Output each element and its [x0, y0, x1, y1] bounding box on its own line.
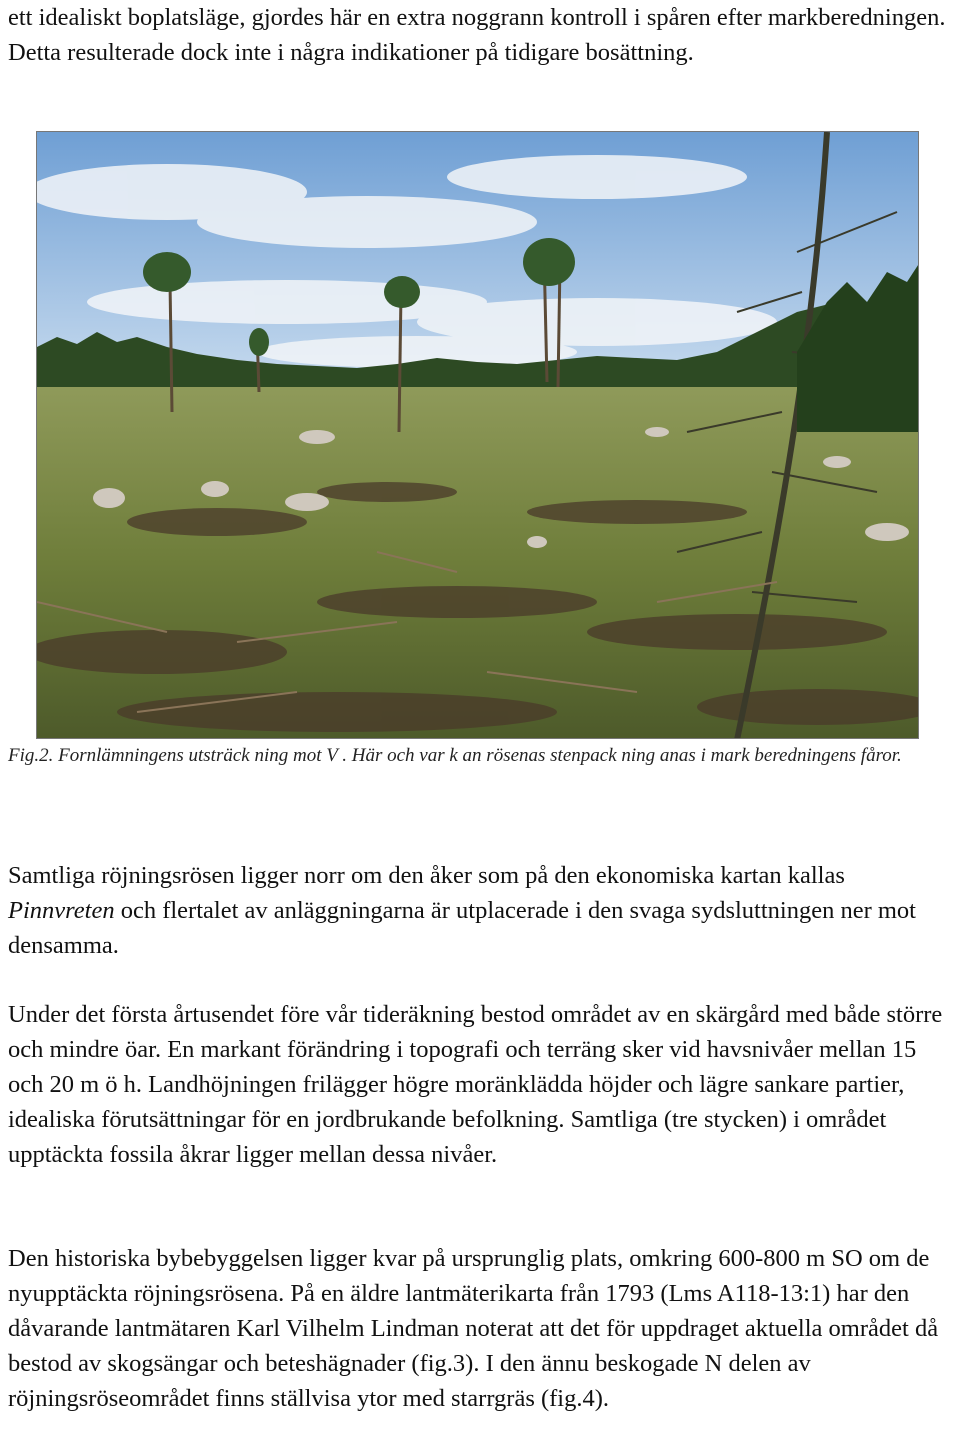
- clearcut-landscape-photo: [37, 132, 919, 739]
- paragraph-pinnvreten: [8, 858, 956, 963]
- place-name-pinnvreten: Pinnvreten: [8, 897, 115, 924]
- paragraph-pinnvreten-start: Samtliga röjningsrösen ligger norr om den åker som på den ekonomiska kartan kallas: [8, 862, 845, 889]
- paragraph-pinnvreten-end: och flertalet av anläggningarna är utplacerade i den svaga sydsluttningen ner mot densamma.: [8, 897, 916, 959]
- clearcut-ground: [37, 387, 919, 739]
- figure-caption: Fig.2. Fornlämningens utsträck ning mot V . Här och var k an rösenas stenpack ning anas i mark beredningens fåror.: [8, 745, 902, 766]
- paragraph-archipelago: Under det första årtusendet före vår tideräkning bestod området av en skärgård med både större och mindre öar. En markant förändring i topografi och terräng sker vid havsnivåer mellan 15 och 20 m ö h. Landhöjningen frilägger högre moränklädda höjder och lägre sankare partier, idealiska förutsättningar för en jordbrukande befolkning. Samtliga (tre stycken) i området upptäckta fossila åkrar ligger mellan dessa nivåer.: [8, 1001, 943, 1168]
- intro-paragraph: ett idealiskt boplatsläge, gjordes här en extra noggrann kontroll i spåren efter markberedningen. Detta resulterade dock inte i några indikationer på tidigare bosättning.: [8, 4, 946, 66]
- paragraph-historic-village: Den historiska bybebyggelsen ligger kvar på ursprunglig plats, omkring 600-800 m SO om de nyupptäckta röjningsrösena. På en äldre lantmäterikarta från 1793 (Lms A118-13:1) har den dåvarande lantmätaren Karl Vilhelm Lindman noterat att det för uppdraget aktuella området då bestod av skogsängar och beteshägnader (fig.3). I den ännu beskogade N delen av röjningsröseområdet finns ställvisa ytor med starrgräs (fig.4).: [8, 1245, 939, 1412]
- field-photograph: [36, 131, 919, 739]
